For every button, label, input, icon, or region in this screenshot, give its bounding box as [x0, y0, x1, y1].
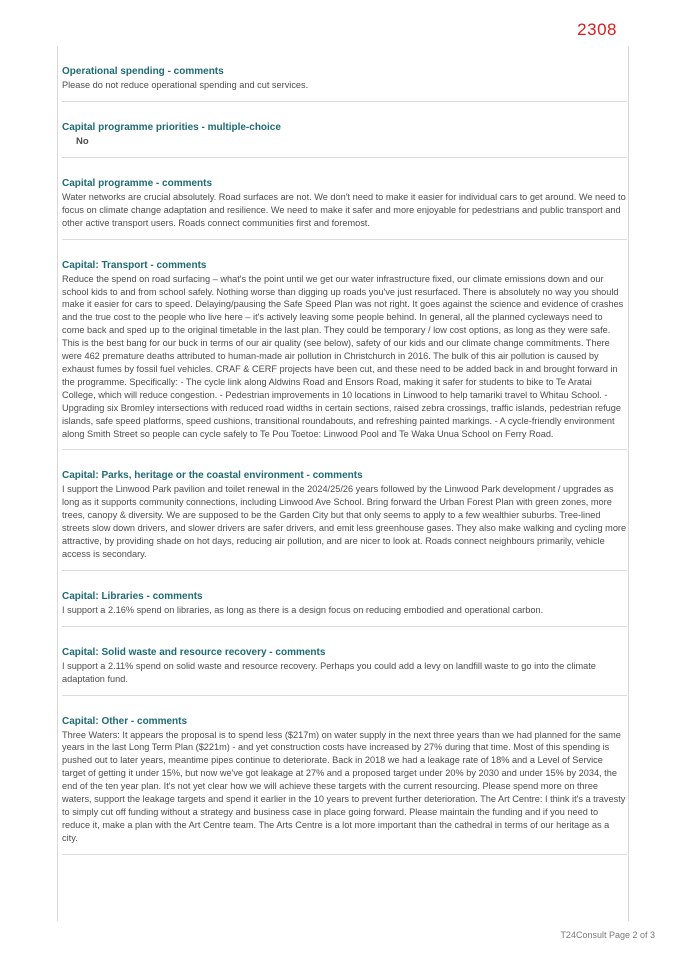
section-comment: Please do not reduce operational spending and cut services. — [62, 80, 309, 90]
submission-content — [62, 66, 627, 855]
section-comment: Reduce the spend on road surfacing – what's the point until we get our water infrastructure fixed, our climate emissions down and our school kids to and from school safely. Nothing worse than digging up roads you've just resurfaced. There is absolutely no way you should make it easier for cars to speed. Delaying/pausing the Safe Speed Plan was not right. It goes against the science and evidence of crashes and the true cost to the people who live here – it's actively leaving some people behind. In general, all the planned cycleways need to come back and sped up to the original timetable in the last plan. They could be temporary / low cost options, as long as they were safe. This is the best bang for our buck in terms of our air quality (see below), safety of our kids and our climate change commitments. There were 462 premature deaths attributed to human-made air pollution in Christchurch in 2016. The bulk of this air pollution is caused by exhaust fumes by fossil fuel vehicles. CRAF & CERF projects have been cut, and these need to be added back in and brought forward in the programme. Specifically: - The cycle link along Aldwins Road and Ensors Road, making it safer for students to bike to Te Aratai College, which will reduce congestion. - Pedestrian improvements in 10 locations in Linwood to help tamariki travel to Whitau School. - Upgrading six Bromley intersections with reduced road widths in certain sections, raised zebra crossings, traffic islands, pedestrian refuge islands, safe speed platforms, speed cushions, transitional roundabouts, and refreshing painted markings. - A cycle-friendly environment along Smith Street so people can cycle safely to Te Pou Toetoe: Linwood Pool and Te Waka Unua School on Ferry Road. — [62, 273, 624, 439]
section-comment: I support the Linwood Park pavilion and toilet renewal in the 2024/25/26 years followed by the Linwood Park development / upgrades as long as it supports community connections, including Linwood Ave School. Bring forward the Urban Forest Plan with green zones, more trees, canopy & diversity. We are supposed to be the Garden City but that only seems to apply to a few wealthier suburbs. Tree-lined streets slow down drivers, and slower drivers are safer drivers, and emit less greenhouse gases. They also make walking and cycling more attractive, by providing shade on hot days, reducing air pollution, and are nicer to look at. Roads connect neighbours primarily, vehicle access is secondary. — [62, 484, 627, 559]
section-title: Capital: Transport - comments — [62, 259, 207, 271]
section-title: Capital programme - comments — [62, 177, 213, 189]
section-comment: Three Waters: It appears the proposal is to spend less ($217m) on water supply in the next three years than we had planned for the same years in the last Long Term Plan ($221m) - and yet construction costs have increased by 27% during that time. Most of this spending is pushed out to later years, meantime pipes continue to deteriorate. Back in 2018 we had a leakage rate of 18% and a Level of Service target of getting it under 15%, but now we've got leakage at 27% and a proposed target under 20% by 2030 and under 15% by 2034, the end of the ten year plan. It's not yet clear how we will achieve these targets with the current resourcing. Please spend more on three waters, support the leakage targets and spend it earlier in the 10 years to prevent further deterioration. The Art Centre: I think it's a travesty to simply cut off funding without a strategy and business case in place going forward. Please maintain the funding and if you need to reduce it, make a plan with the Art Centre team. The Arts Centre is a lot more important than the cathedral in terms of our heritage as a city. — [62, 729, 626, 843]
frame-right-border — [628, 46, 629, 921]
section-capital-solid-waste — [62, 647, 627, 696]
section-title: Capital: Parks, heritage or the coastal environment - comments — [62, 470, 363, 482]
section-capital-transport — [62, 260, 627, 451]
section-title: Capital: Solid waste and resource recovery - comments — [62, 646, 326, 658]
section-comment: Water networks are crucial absolutely. Road surfaces are not. We don't need to make it easier for individual cars to get around. We need to focus on climate change adaptation and resilience. We need to make it safer and more enjoyable for pedestrians and public transport and other active transport users. Roads connect communities first and foremost. — [62, 191, 626, 228]
page-footer: T24Consult Page 2 of 3 — [560, 930, 655, 940]
section-comment: I support a 2.11% spend on solid waste and resource recovery. Perhaps you could add a levy on landfill waste to go into the climate adaptation fund. — [62, 660, 596, 684]
section-capital-programme — [62, 178, 627, 240]
multiple-choice-answer: No — [76, 135, 89, 147]
section-capital-programme-priorities — [62, 122, 627, 158]
section-title: Capital: Other - comments — [62, 715, 188, 727]
section-operational-spending — [62, 66, 627, 102]
section-capital-parks — [62, 470, 627, 570]
page-number: 2308 — [577, 20, 617, 39]
section-title: Operational spending - comments — [62, 66, 224, 77]
section-capital-other — [62, 716, 627, 855]
section-comment: I support a 2.16% spend on libraries, as long as there is a design focus on reducing embodied and operational carbon. — [62, 604, 544, 615]
section-title: Capital programme priorities - multiple-choice — [62, 121, 281, 133]
section-capital-libraries — [62, 591, 627, 627]
frame-left-border — [57, 46, 58, 921]
section-title: Capital: Libraries - comments — [62, 590, 203, 602]
